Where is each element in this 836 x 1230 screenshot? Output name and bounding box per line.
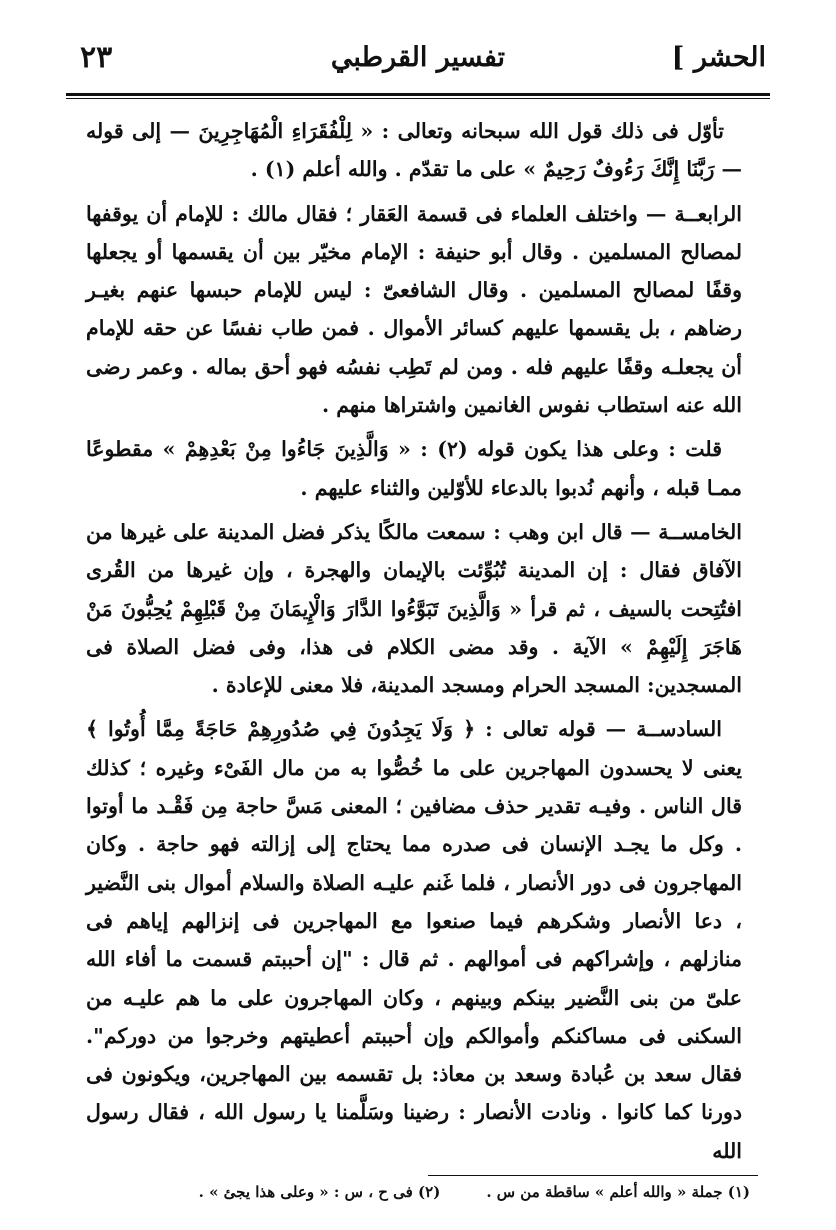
main-text (86, 112, 742, 1176)
header-rule (66, 93, 770, 99)
surah-name: الحشر ] (671, 42, 766, 73)
paragraph: تأوّل فى ذلك قول الله سبحانه وتعالى : « لِلْفُقَرَاءِ الْمُهَاجِرِينَ — إلى قوله — رَبَّنَا إِنَّكَ رَءُوفٌ رَحِيمٌ » على ما تقدّم . والله أعلم (١) . (86, 119, 742, 182)
footnote-rule (428, 1175, 758, 1176)
paragraph: قلت : وعلى هذا يكون قوله (٢) : « وَالَّذِينَ جَاءُوا مِنْ بَعْدِهِمْ » مقطوعًا ممـا قبله ، وأنهم نُدبوا بالدعاء للأوّلين والثناء عليهم . (86, 437, 742, 500)
book-title: تفسير القرطبي (330, 42, 506, 73)
footnotes (160, 1183, 750, 1201)
footnote-1: (١) جملة « والله أعلم » ساقطة من س . (486, 1183, 750, 1201)
page-number: ٢٣ (80, 40, 113, 75)
footnote-2: (٢) فى ح ، س : « وعلى هذا يجئ » . (198, 1183, 441, 1201)
paragraph: الرابعــة — واختلف العلماء فى قسمة العَقار ؛ فقال مالك : للإمام أن يوقفها لمصالح المسلمين . وقال أبو حنيفة : الإمام مخيّر بين أن يقسمها أو يجعلها وقفًا لمصالح المسلمين . وقال الشافعىّ : ليس للإمام حبسها عنهم بغيـر رضاهم ، بل يقسمها عليهم كسائر الأموال . فمن طاب نفسًا عن حقه للإمام أن يجعلـه وقفًا عليهم فله . ومن لم تَطِب نفسُه فهو أحق بماله . وعمر رضى الله عنه استطاب نفوس الغانمين واشتراها منهم . (86, 201, 742, 418)
paragraph: الخامســة — قال ابن وهب : سمعت مالكًا يذكر فضل المدينة على غيرها من الآفاق فقال : إن المدينة تُبُوِّئت بالإيمان والهجرة ، وإن غيرها من القُرى افتُتِحت بالسيف ، ثم قرأ « وَالَّذِينَ تَبَوَّءُوا الدَّارَ وَالْإِيمَانَ مِنْ قَبْلِهِمْ يُحِبُّونَ مَنْ هَاجَرَ إِلَيْهِمْ » الآية . وقد مضى الكلام فى هذا، وفى فضل الصلاة فى المسجدين: المسجد الحرام ومسجد المدينة، فلا معنى للإعادة . (86, 519, 742, 698)
running-header (70, 36, 766, 92)
paragraph: السادســة — قوله تعالى : ﴿ وَلَا يَجِدُونَ فِي صُدُورِهِمْ حَاجَةً مِمَّا أُوتُوا ﴾ يعنى لا يحسدون المهاجرين على ما خُصُّوا به من مال الفَىْء وغيره ؛ كذلك قال الناس . وفيـه تقدير حذف مضافين ؛ المعنى مَسَّ حاجة مِن فَقْـد ما أوتوا . وكل ما يجـد الإنسان فى صدره مما يحتاج إلى إزالته فهو حاجة . وكان المهاجرون فى دور الأنصار ، فلما غَنم عليـه الصلاة والسلام أموال بنى النَّضير ، دعا الأنصار وشكرهم فيما صنعوا مع المهاجرين فى إنزالهم إياهم فى منازلهم ، وإشراكهم فى أموالهم . ثم قال : "إن أحببتم قسمت ما أفاء الله علىّ من بنى النَّضير بينكم وبينهم ، وكان المهاجرون على ما هم عليـه من السكنى فى مساكنكم وأموالكم وإن أحببتم أعطيتهم وخرجوا من دوركم". فقال سعد بن عُبادة وسعد بن معاذ: بل تقسمه بين المهاجرين، ويكونون فى دورنا كما كانوا . ونادت الأنصار : رضينا وسَلَّمنا يا رسول الله ، فقال رسول الله (86, 717, 742, 1163)
